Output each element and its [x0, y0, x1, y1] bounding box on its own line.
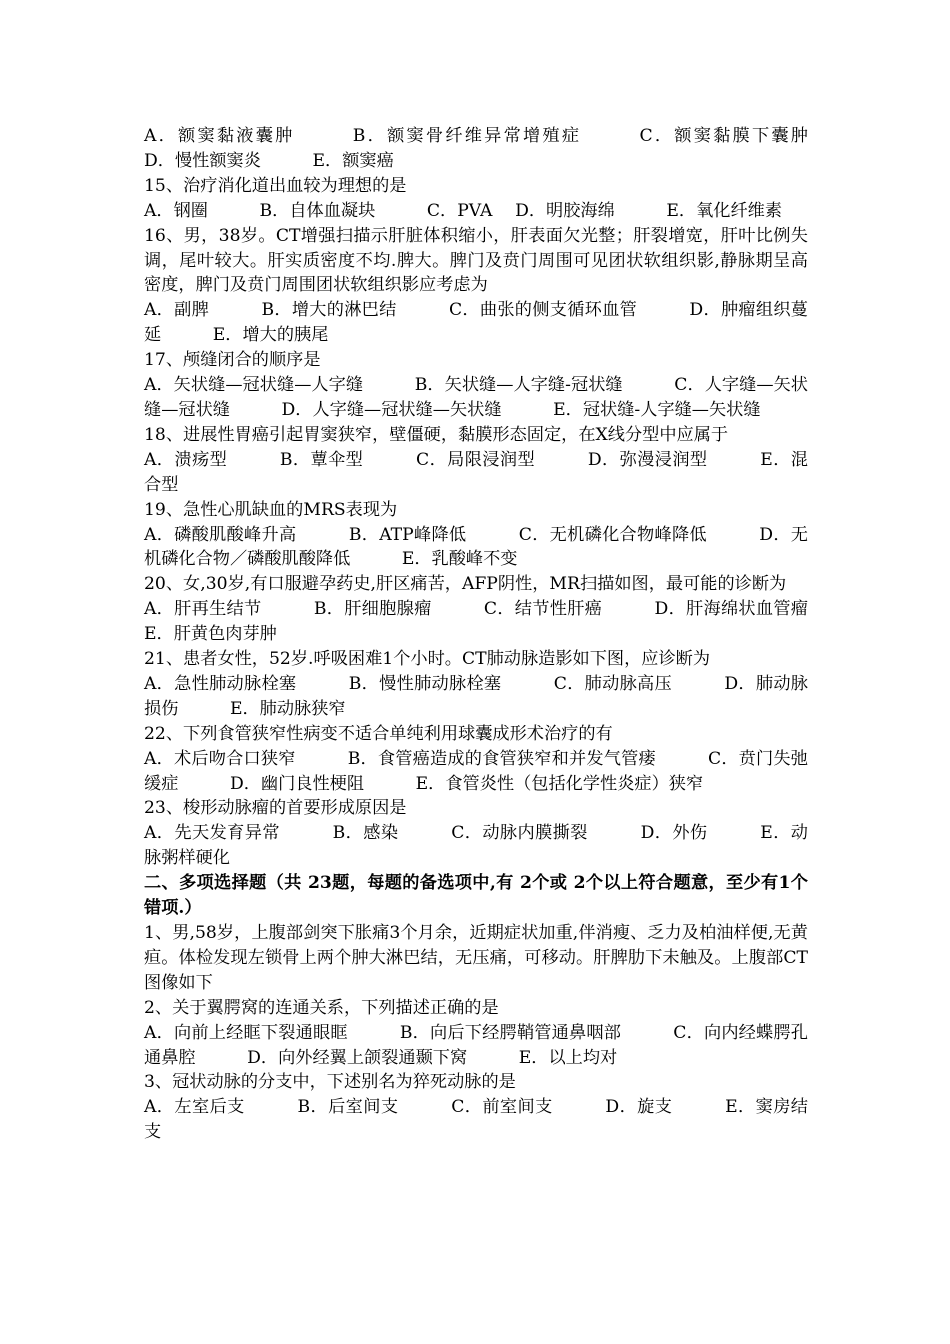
question-options: A．溃疡型 B．蕈伞型 C．局限浸润型 D．弥漫浸润型 E．混合型 — [144, 449, 808, 495]
question-stem: 2、关于翼腭窝的连通关系，下列描述正确的是 — [144, 997, 499, 1018]
question-stem: 3、冠状动脉的分支中，下述别名为猝死动脉的是 — [144, 1072, 516, 1093]
document-body — [144, 124, 860, 1145]
question-options: A．磷酸肌酸峰升高 B．ATP峰降低 C．无机磷化合物峰降低 D．无机磷化合物／磷酸肌酸降低 E．乳酸峰不变 — [144, 524, 808, 570]
question-options: A．副脾 B．增大的淋巴结 C．曲张的侧支循环血管 D．肿瘤组织蔓延 E．增大的胰尾 — [144, 300, 808, 346]
question-stem: 15、治疗消化道出血较为理想的是 — [144, 175, 407, 196]
question-options: A．肝再生结节 B．肝细胞腺瘤 C．结节性肝癌 D．肝海绵状血管瘤 E．肝黄色肉芽肿 — [144, 599, 860, 645]
question-options: A．钢圈 B．自体血凝块 C．PVA D．明胶海绵 E．氧化纤维素 — [144, 200, 783, 221]
question-stem: 16、男，38岁。CT增强扫描示肝脏体积缩小，肝表面欠光整；肝裂增宽，肝叶比例失调，尾叶较大。肝实质密度不均.脾大。脾门及贲门周围可见团状软组织影,静脉期呈高密度，脾门及贲门周围团状软组织影应考虑为 — [144, 225, 808, 296]
question-options: A．左室后支 B．后室间支 C．前室间支 D．旋支 E．窦房结支 — [144, 1097, 808, 1143]
question-stem: 21、患者女性，52岁.呼吸困难1个小时。CT肺动脉造影如下图，应诊断为 — [144, 649, 711, 670]
question-stem: 19、急性心肌缺血的MRS表现为 — [144, 499, 398, 520]
question-options: A．急性肺动脉栓塞 B．慢性肺动脉栓塞 C．肺动脉高压 D．肺动脉损伤 E．肺动脉狭窄 — [144, 673, 808, 719]
question-stem: 18、进展性胃癌引起胃窦狭窄，壁僵硬，黏膜形态固定，在X线分型中应属于 — [144, 424, 729, 445]
question-stem: 22、下列食管狭窄性病变不适合单纯利用球囊成形术治疗的有 — [144, 723, 613, 744]
question-stem: 23、梭形动脉瘤的首要形成原因是 — [144, 798, 407, 819]
question-options: A．向前上经眶下裂通眼眶 B．向后下经腭鞘管通鼻咽部 C．向内经蝶腭孔通鼻腔 D．向外经翼上颌裂通颞下窝 E．以上均对 — [144, 1022, 808, 1068]
question-stem: 20、女,30岁,有口服避孕药史,肝区痛苦，AFP阴性，MR扫描如图，最可能的诊断为 — [144, 574, 787, 595]
question-options: A．额窦黏液囊肿 B．额窦骨纤维异常增殖症 C．额窦黏膜下囊肿 D．慢性额窦炎 E．额窦癌 — [144, 126, 860, 171]
question-stem: 17、颅缝闭合的顺序是 — [144, 350, 321, 371]
question-options: A．矢状缝—冠状缝—人字缝 B．矢状缝—人字缝-冠状缝 C．人字缝—矢状缝—冠状缝 D．人字缝—冠状缝—矢状缝 E．冠状缝-人字缝—矢状缝 — [144, 375, 808, 420]
question-options: A．先天发育异常 B．感染 C．动脉内膜撕裂 D．外伤 E．动脉粥样硬化 — [144, 823, 808, 869]
question-stem: 1、男,58岁，上腹部剑突下胀痛3个月余，近期症状加重,伴消瘦、乏力及柏油样便,无黄疸。体检发现左锁骨上两个肿大淋巴结，无压痛，可移动。肝脾肋下未触及。上腹部CT图像如下 — [144, 923, 808, 993]
question-options: A．术后吻合口狭窄 B．食管癌造成的食管狭窄和并发气管瘘 C．贲门失弛缓症 D．幽门良性梗阻 E．食管炎性（包括化学性炎症）狭窄 — [144, 748, 808, 794]
section-heading: 二、多项选择题（共 23题，每题的备选项中,有 2个或 2个以上符合题意，至少有1个错项.） — [144, 873, 808, 919]
